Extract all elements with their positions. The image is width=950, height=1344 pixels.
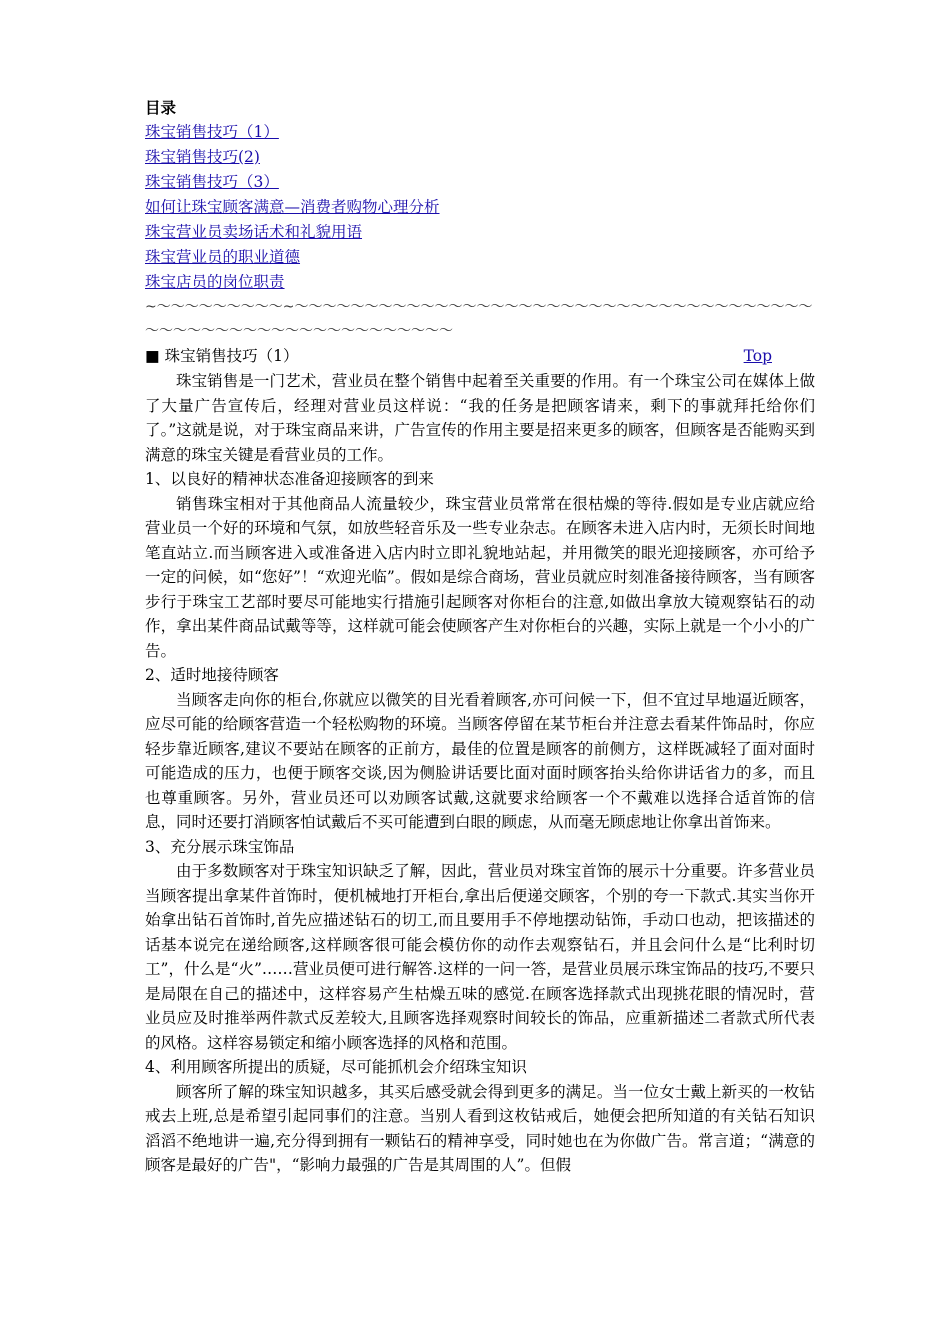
- toc-link-1[interactable]: 珠宝销售技巧（1）: [145, 123, 279, 141]
- paragraph-4: 顾客所了解的珠宝知识越多，其买后感受就会得到更多的满足。当一位女士戴上新买的一枚钻戒去上班,总是希望引起同事们的注意。当别人看到这枚钻戒后，她便会把所知道的有关钻石知识滔滔不绝地讲一遍,充分得到拥有一颗钻石的精神享受，同时她也在为你做广告。常言道；“满意的顾客是最好的广告"，“影响力最强的广告是其周围的人”。但假: [145, 1082, 815, 1174]
- section-title: 珠宝销售技巧（1）: [164, 347, 299, 365]
- subheading-4: 4、利用顾客所提出的质疑，尽可能抓机会介绍珠宝知识: [145, 1058, 527, 1076]
- paragraph-1: 销售珠宝相对于其他商品人流量较少，珠宝营业员常常在很枯燥的等待.假如是专业店就应给营业员一个好的环境和气氛，如放些轻音乐及一些专业杂志。在顾客未进入店内时，无须长时间地笔直站立.而当顾客进入或准备进入店内时立即礼貌地站起，并用微笑的眼光迎接顾客，亦可给予一定的问候，如“您好”！“欢迎光临”。假如是综合商场，营业员就应时刻准备接待顾客，当有顾客步行于珠宝工艺部时要尽可能地实行措施引起顾客对你柜台的注意,如做出拿放大镜观察钻石的动作，拿出某件商品试戴等等，这样就可能会使顾客产生对你柜台的兴趣，实际上就是一个小小的广告。: [145, 494, 815, 660]
- toc-link-4[interactable]: 如何让珠宝顾客满意—消费者购物心理分析: [145, 198, 440, 216]
- toc-link-2[interactable]: 珠宝销售技巧(2): [145, 148, 260, 166]
- square-bullet-icon: ■: [145, 347, 160, 365]
- subheading-1: 1、以良好的精神状态准备迎接顾客的到来: [145, 470, 434, 488]
- toc-link-6[interactable]: 珠宝营业员的职业道德: [145, 248, 301, 266]
- toc-title: 目录: [145, 98, 177, 117]
- top-link[interactable]: Top: [743, 347, 772, 365]
- paragraph-2: 当顾客走向你的柜台,你就应以微笑的目光看着顾客,亦可问候一下，但不宜过早地逼近顾客，应尽可能的给顾客营造一个轻松购物的环境。当顾客停留在某节柜台并注意去看某件饰品时，你应轻步靠近顾客,建议不要站在顾客的正前方，最佳的位置是顾客的前侧方，这样既减轻了面对面时可能造成的压力，也便于顾客交谈,因为侧脸讲话要比面对面时顾客抬头给你讲话省力的多，而且也尊重顾客。另外，营业员还可以劝顾客试戴,这就要求给顾客一个不戴难以选择合适首饰的信息，同时还要打消顾客怕试戴后不买可能遭到白眼的顾虑，从而毫无顾虑地让你拿出首饰来。: [145, 690, 815, 831]
- section-title-wrap: [145, 343, 298, 369]
- tilde-divider: ~～～～～～～～～～~～～～～～～～～～～～～～～～～～～～～～～～～～～～～～～～～～～～～～～～～～～～～～～～～～～～～～～～～～～～: [145, 299, 813, 339]
- document-page: [145, 96, 815, 1178]
- intro-paragraph: 珠宝销售是一门艺术，营业员在整个销售中起着至关重要的作用。有一个珠宝公司在媒体上做了大量广告宣传后，经理对营业员这样说：“我的任务是把顾客请来，剩下的事就拜托给你们了。”这就是说，对于珠宝商品来讲，广告宣传的作用主要是招来更多的顾客，但顾客是否能购买到满意的珠宝关键是看营业员的工作。: [145, 372, 815, 464]
- subheading-3: 3、充分展示珠宝饰品: [145, 837, 295, 856]
- subheading-2: 2、适时地接待顾客: [145, 666, 279, 684]
- section-header: [145, 343, 815, 369]
- paragraph-3: 由于多数顾客对于珠宝知识缺乏了解，因此，营业员对珠宝首饰的展示十分重要。许多营业员当顾客提出拿某件首饰时，便机械地打开柜台,拿出后便递交顾客，个别的夸一下款式.其实当你开始拿出钻石首饰时,首先应描述钻石的切工,而且要用手不停地摆动钻饰，手动口也动，把该描述的话基本说完在递给顾客,这样顾客很可能会模仿你的动作去观察钻石，并且会问什么是“比利时切工”，什么是“火”……营业员便可进行解答.这样的一问一答，是营业员展示珠宝饰品的技巧,不要只是局限在自己的描述中，这样容易产生枯燥五味的感觉.在顾客选择款式出现挑花眼的情况时，营业员应及时推举两件款式反差较大,且顾客选择观察时间较长的饰品，应重新描述二者款式所代表的风格。这样容易锁定和缩小顾客选择的风格和范围。: [145, 862, 815, 1052]
- toc-link-3[interactable]: 珠宝销售技巧（3）: [145, 173, 279, 191]
- toc-link-5[interactable]: 珠宝营业员卖场话术和礼貌用语: [145, 223, 363, 241]
- toc-link-7[interactable]: 珠宝店员的岗位职责: [145, 273, 285, 291]
